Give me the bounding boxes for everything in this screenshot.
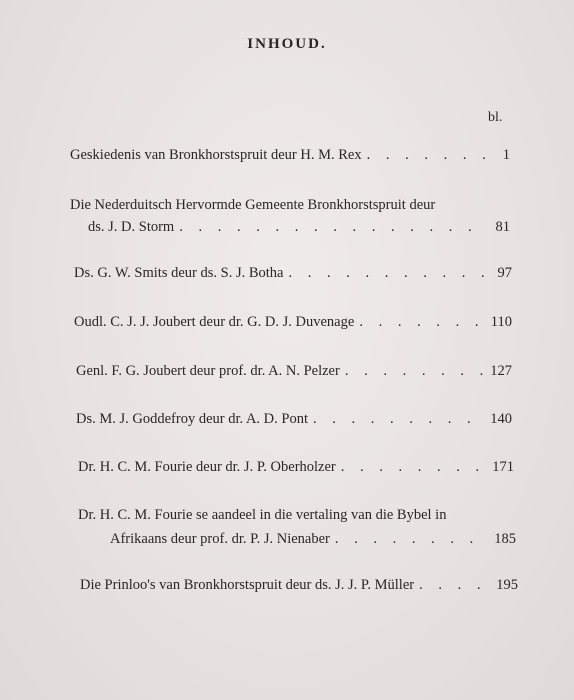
toc-entry-title-continued: Afrikaans deur prof. dr. P. J. Nienaber (110, 531, 330, 547)
toc-entry (76, 362, 512, 380)
page-column-label: bl. (488, 110, 503, 125)
dot-leader (179, 218, 486, 236)
toc-entry-title: Geskiedenis van Bronkhorstspruit deur H. M. Rex (70, 147, 362, 163)
toc-entry-title: Die Nederduitsch Hervormde Gemeente Bronkhorstspruit deur (70, 197, 436, 213)
dot-leader (419, 576, 492, 594)
toc-entry-line (70, 218, 510, 236)
toc-entry-title: Genl. F. G. Joubert deur prof. dr. A. N. Pelzer (76, 363, 340, 379)
dot-leader (313, 410, 486, 428)
page-title: INHOUD. (247, 36, 327, 52)
toc-entry-page: 81 (495, 219, 510, 235)
toc-entry-title: Dr. H. C. M. Fourie se aandeel in die vertaling van die Bybel in (78, 507, 447, 523)
toc-entry-line (70, 146, 510, 164)
toc-entry-page: 127 (490, 363, 512, 379)
toc-entry-page: 110 (490, 314, 512, 330)
toc-entry-line (78, 458, 514, 476)
toc-entry-title-continued: ds. J. D. Storm (88, 219, 175, 235)
toc-entry (78, 458, 514, 476)
toc-entry-page: 1 (502, 147, 510, 163)
toc-entry-line (80, 576, 518, 594)
toc-entry-line (78, 530, 516, 548)
toc-entry-line (74, 313, 512, 331)
toc-entry (74, 264, 512, 282)
toc-entry-page: 195 (496, 577, 518, 593)
toc-entry-page: 97 (497, 265, 512, 281)
dot-leader (359, 313, 486, 331)
toc-entry-line (70, 196, 510, 214)
toc-entry-line (74, 264, 512, 282)
dot-leader (341, 458, 488, 476)
dot-leader (345, 362, 486, 380)
toc-entry-line (76, 410, 512, 428)
toc-entry-line (76, 362, 512, 380)
toc-entry-title: Ds. M. J. Goddefroy deur dr. A. D. Pont (76, 411, 308, 427)
toc-entry-title: Ds. G. W. Smits deur ds. S. J. Botha (74, 265, 284, 281)
toc-entry-line (78, 506, 516, 524)
dot-leader (367, 146, 486, 164)
toc-entry (70, 196, 510, 236)
toc-entry-page: 185 (494, 531, 516, 547)
toc-entry-page: 171 (492, 459, 514, 475)
toc-entry (80, 576, 518, 594)
toc-entry-title: Oudl. C. J. J. Joubert deur dr. G. D. J. Duvenage (74, 314, 355, 330)
toc-entry-title: Dr. H. C. M. Fourie deur dr. J. P. Oberholzer (78, 459, 336, 475)
dot-leader (288, 264, 488, 282)
toc-entry (74, 313, 512, 331)
toc-entry-page: 140 (490, 411, 512, 427)
dot-leader (335, 530, 490, 548)
toc-entry (78, 506, 516, 548)
toc-entry (70, 146, 510, 164)
toc-entry (76, 410, 512, 428)
toc-entry-title: Die Prinloo's van Bronkhorstspruit deur ds. J. J. P. Müller (80, 577, 415, 593)
